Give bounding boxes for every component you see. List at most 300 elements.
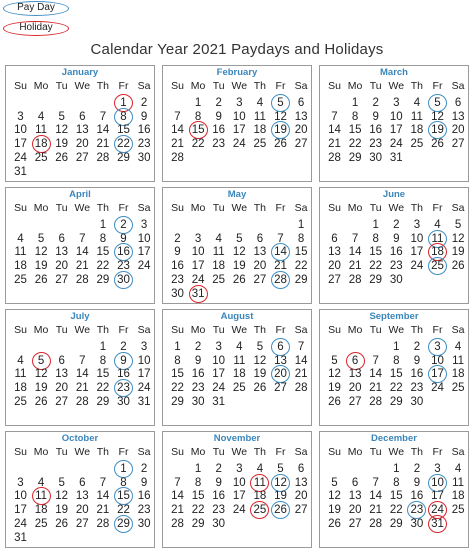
day-number: 12: [451, 232, 465, 245]
weekday-header: Tu: [212, 324, 225, 336]
day-number: 30: [389, 273, 403, 286]
day-number: 14: [369, 368, 383, 381]
day-number: 19: [328, 382, 341, 395]
weekday-header: We: [231, 446, 248, 458]
day-number: 18: [34, 504, 48, 517]
weekday-header: Fr: [432, 202, 443, 214]
day-number: 16: [171, 260, 184, 273]
holiday-day: 11: [31, 489, 52, 503]
day-number: 23: [212, 504, 226, 517]
weekday-header: Th: [410, 202, 424, 214]
weekday-header: Th: [96, 80, 110, 92]
page-title: Calendar Year 2021 Paydays and Holidays: [90, 41, 384, 58]
day-number: 13: [348, 490, 362, 503]
day-number: 9: [372, 110, 379, 123]
day-number: 28: [348, 273, 362, 286]
day-number: 29: [96, 395, 110, 408]
day-number: 21: [294, 368, 308, 381]
payday-day: 26: [270, 503, 291, 517]
day-number: 9: [413, 354, 421, 367]
day-number: 17: [137, 246, 151, 259]
day-number: 11: [35, 124, 48, 137]
day-number: 4: [434, 219, 441, 231]
month-name: July: [70, 311, 90, 322]
day-number: 12: [431, 110, 444, 123]
day-number: 22: [171, 382, 184, 395]
day-number: 20: [348, 382, 362, 395]
day-number: 4: [17, 232, 24, 245]
day-number: 10: [212, 354, 226, 367]
day-number: 28: [75, 273, 89, 286]
month-panel-april: [5, 187, 155, 304]
holiday-day: 15: [188, 123, 209, 137]
day-number: 2: [140, 463, 148, 475]
day-number: 2: [174, 232, 181, 245]
day-number: 4: [17, 354, 24, 367]
day-number: 30: [410, 517, 424, 530]
weekday-header: Th: [96, 324, 110, 336]
month-panel-march: [319, 65, 469, 182]
day-number: 17: [14, 138, 27, 151]
day-number: 9: [413, 476, 421, 489]
day-number: 24: [14, 517, 27, 530]
day-number: 24: [431, 382, 444, 395]
day-number: 23: [212, 138, 226, 151]
weekday-header: Tu: [55, 202, 68, 214]
day-number: 15: [171, 368, 184, 381]
payday-day: 12: [270, 476, 291, 490]
day-number: 18: [232, 368, 246, 381]
day-number: 25: [253, 138, 267, 151]
day-number: 19: [451, 246, 465, 259]
weekday-header: Su: [14, 80, 27, 92]
day-number: 30: [369, 151, 383, 164]
day-number: 4: [215, 232, 222, 245]
month-name: September: [369, 311, 419, 322]
day-number: 10: [232, 110, 246, 123]
day-number: 7: [351, 232, 359, 245]
day-number: 31: [137, 395, 151, 408]
day-number: 3: [393, 97, 400, 109]
day-number: 8: [174, 354, 181, 367]
day-number: 12: [328, 368, 341, 381]
weekday-header: We: [388, 446, 405, 458]
day-number: 10: [431, 354, 444, 367]
day-number: 16: [410, 490, 424, 503]
day-number: 17: [137, 368, 151, 381]
payday-day: 23: [406, 503, 427, 517]
weekday-header: Th: [96, 202, 110, 214]
day-number: 28: [96, 517, 110, 530]
day-number: 5: [58, 476, 65, 489]
day-number: 22: [191, 138, 205, 151]
day-number: 17: [232, 490, 246, 503]
day-number: 5: [37, 232, 45, 245]
weekday-header: Sa: [137, 446, 151, 458]
payday-day: 17: [427, 367, 448, 381]
day-number: 13: [75, 490, 89, 503]
day-number: 22: [96, 260, 110, 273]
day-number: 30: [117, 395, 130, 408]
day-number: 6: [58, 354, 65, 367]
day-number: 29: [389, 517, 403, 530]
day-number: 17: [191, 260, 205, 273]
payday-day: 19: [270, 123, 291, 137]
day-number: 14: [328, 124, 341, 137]
day-number: 28: [369, 517, 383, 530]
holiday-day: 11: [249, 476, 270, 490]
day-number: 20: [55, 260, 69, 273]
day-number: 2: [194, 341, 202, 353]
day-number: 11: [452, 476, 465, 489]
day-number: 1: [174, 341, 181, 353]
day-number: 17: [232, 124, 246, 137]
day-number: 16: [117, 368, 130, 381]
day-number: 11: [410, 110, 423, 123]
day-number: 17: [14, 504, 27, 517]
day-number: 1: [372, 219, 379, 231]
day-number: 26: [55, 517, 69, 530]
day-number: 3: [236, 97, 243, 109]
day-number: 30: [137, 151, 151, 164]
day-number: 16: [212, 490, 226, 503]
weekday-header: We: [231, 324, 248, 336]
weekday-header: Th: [410, 324, 424, 336]
day-number: 12: [232, 246, 246, 259]
day-number: 28: [328, 151, 341, 164]
month-name: April: [69, 189, 91, 200]
day-number: 31: [212, 395, 226, 408]
day-number: 6: [297, 97, 305, 109]
day-number: 28: [75, 395, 89, 408]
day-number: 8: [351, 110, 359, 123]
day-number: 29: [191, 517, 205, 530]
day-number: 22: [191, 504, 205, 517]
day-number: 11: [14, 368, 27, 381]
weekday-header: Th: [96, 446, 110, 458]
day-number: 8: [297, 232, 305, 245]
day-number: 16: [212, 124, 226, 137]
weekday-header: Mo: [347, 202, 363, 214]
day-number: 25: [451, 382, 465, 395]
day-number: 12: [253, 354, 267, 367]
day-number: 16: [191, 368, 205, 381]
day-number: 25: [34, 151, 48, 164]
day-number: 21: [75, 382, 89, 395]
day-number: 15: [389, 368, 403, 381]
day-number: 4: [37, 476, 45, 489]
day-number: 25: [410, 138, 424, 151]
day-number: 7: [99, 476, 107, 489]
day-number: 26: [431, 138, 444, 151]
weekday-header: Mo: [33, 324, 49, 336]
month-panel-may: [162, 187, 312, 304]
weekday-header: Mo: [190, 80, 206, 92]
day-number: 4: [236, 341, 243, 353]
day-number: 27: [294, 138, 308, 151]
month-panel-september: [319, 309, 469, 426]
month-panel-january: [5, 65, 155, 182]
weekday-header: Tu: [55, 80, 68, 92]
day-number: 23: [137, 504, 151, 517]
day-number: 25: [14, 273, 27, 286]
payday-day: 3: [427, 340, 448, 354]
weekday-header: Su: [171, 80, 184, 92]
day-number: 9: [140, 110, 148, 123]
day-number: 15: [96, 368, 110, 381]
weekday-header: Tu: [212, 446, 225, 458]
day-number: 22: [369, 260, 383, 273]
weekday-header: Mo: [33, 202, 49, 214]
day-number: 16: [389, 246, 403, 259]
day-number: 22: [389, 504, 403, 517]
day-number: 28: [369, 395, 383, 408]
day-number: 30: [137, 517, 151, 530]
day-number: 7: [277, 232, 284, 245]
day-number: 24: [410, 260, 424, 273]
day-number: 30: [191, 395, 205, 408]
day-number: 15: [96, 246, 110, 259]
weekday-header: Su: [328, 202, 341, 214]
day-number: 3: [413, 219, 421, 231]
day-number: 13: [294, 110, 308, 123]
weekday-header: We: [74, 324, 91, 336]
weekday-header: Mo: [190, 324, 206, 336]
day-number: 26: [274, 138, 287, 151]
day-number: 1: [194, 463, 202, 475]
day-number: 23: [410, 382, 424, 395]
day-number: 13: [253, 246, 267, 259]
day-number: 25: [14, 395, 27, 408]
day-number: 10: [191, 246, 205, 259]
weekday-header: We: [231, 202, 248, 214]
day-number: 14: [171, 124, 184, 137]
calendar-grid: [5, 65, 469, 548]
day-number: 15: [191, 490, 205, 503]
day-number: 24: [191, 273, 205, 286]
day-number: 10: [137, 354, 151, 367]
day-number: 17: [431, 490, 444, 503]
day-number: 30: [410, 395, 424, 408]
weekday-header: We: [388, 324, 405, 336]
day-number: 22: [348, 138, 362, 151]
day-number: 9: [120, 232, 127, 245]
day-number: 4: [256, 463, 264, 475]
day-number: 1: [194, 97, 202, 109]
day-number: 19: [328, 504, 341, 517]
day-number: 6: [256, 232, 264, 245]
day-number: 15: [294, 246, 308, 259]
day-number: 19: [253, 368, 267, 381]
day-number: 4: [454, 463, 462, 475]
day-number: 14: [75, 368, 89, 381]
day-number: 2: [215, 97, 222, 109]
day-number: 26: [232, 273, 246, 286]
day-number: 26: [328, 517, 341, 530]
day-number: 4: [454, 341, 462, 353]
weekday-header: Fr: [275, 446, 286, 458]
day-number: 29: [369, 273, 383, 286]
day-number: 6: [79, 110, 86, 123]
weekday-header: Th: [253, 446, 267, 458]
day-number: 14: [294, 354, 308, 367]
month-panel-november: [162, 431, 312, 548]
day-number: 20: [328, 260, 341, 273]
day-number: 19: [55, 138, 69, 151]
weekday-header: Sa: [451, 324, 465, 336]
weekday-header: Fr: [432, 80, 443, 92]
day-number: 15: [369, 246, 383, 259]
day-number: 9: [393, 232, 400, 245]
day-number: 21: [96, 138, 110, 151]
day-number: 27: [55, 395, 69, 408]
day-number: 13: [55, 246, 69, 259]
day-number: 17: [389, 124, 403, 137]
weekday-header: Th: [410, 446, 424, 458]
day-number: 16: [137, 490, 151, 503]
weekday-header: Tu: [55, 446, 68, 458]
weekday-header: Sa: [137, 324, 151, 336]
day-number: 29: [96, 273, 110, 286]
day-number: 23: [369, 138, 383, 151]
day-number: 15: [389, 490, 403, 503]
day-number: 21: [171, 138, 184, 151]
weekday-header: We: [74, 80, 91, 92]
day-number: 13: [75, 124, 89, 137]
day-number: 18: [212, 260, 226, 273]
day-number: 27: [451, 138, 465, 151]
day-number: 17: [410, 246, 424, 259]
payday-day: 19: [427, 123, 448, 137]
month-name: February: [216, 67, 258, 78]
day-number: 20: [75, 504, 89, 517]
payday-day: 2: [113, 218, 134, 232]
day-number: 2: [413, 463, 421, 475]
day-number: 23: [137, 138, 151, 151]
day-number: 23: [117, 260, 130, 273]
weekday-header: Tu: [212, 80, 225, 92]
day-number: 6: [454, 97, 462, 109]
month-panel-february: [162, 65, 312, 182]
payday-day: 22: [113, 137, 134, 151]
weekday-header: Mo: [347, 446, 363, 458]
day-number: 3: [140, 341, 148, 353]
day-number: 5: [277, 463, 284, 475]
weekday-header: Fr: [275, 202, 286, 214]
weekday-header: We: [388, 80, 405, 92]
weekday-header: Su: [328, 446, 341, 458]
day-number: 5: [256, 341, 264, 353]
day-number: 27: [274, 382, 287, 395]
day-number: 7: [174, 476, 181, 489]
day-number: 12: [55, 124, 69, 137]
weekday-header: We: [74, 202, 91, 214]
weekday-header: We: [231, 80, 248, 92]
day-number: 18: [410, 124, 424, 137]
day-number: 7: [79, 232, 86, 245]
weekday-header: Sa: [451, 80, 465, 92]
day-number: 12: [55, 490, 69, 503]
day-number: 31: [389, 151, 403, 164]
weekday-header: Th: [253, 324, 267, 336]
day-number: 7: [372, 354, 379, 367]
weekday-header: Su: [14, 324, 27, 336]
payday-day: 6: [270, 340, 291, 354]
month-panel-august: [162, 309, 312, 426]
day-number: 23: [191, 382, 205, 395]
day-number: 5: [236, 232, 243, 245]
day-number: 14: [171, 490, 184, 503]
day-number: 27: [328, 273, 341, 286]
day-number: 29: [117, 151, 130, 164]
holiday-day: 18: [31, 137, 52, 151]
day-number: 10: [137, 232, 151, 245]
day-number: 25: [212, 273, 226, 286]
weekday-header: Sa: [294, 80, 308, 92]
day-number: 27: [348, 395, 362, 408]
weekday-header: Sa: [137, 202, 151, 214]
day-number: 25: [34, 517, 48, 530]
day-number: 18: [253, 124, 267, 137]
day-number: 13: [294, 476, 308, 489]
day-number: 19: [34, 382, 48, 395]
day-number: 7: [297, 341, 305, 353]
day-number: 28: [171, 517, 184, 530]
weekday-header: Tu: [369, 202, 382, 214]
payday-day: 5: [427, 96, 448, 110]
day-number: 7: [331, 110, 338, 123]
day-number: 21: [369, 382, 383, 395]
day-number: 12: [34, 368, 48, 381]
day-number: 27: [253, 273, 267, 286]
day-number: 21: [328, 138, 341, 151]
day-number: 13: [328, 246, 341, 259]
day-number: 20: [348, 504, 362, 517]
day-number: 30: [171, 287, 184, 300]
day-number: 13: [451, 110, 465, 123]
day-number: 8: [393, 476, 400, 489]
legend-payday: Pay Day: [3, 1, 69, 16]
day-number: 10: [232, 476, 246, 489]
day-number: 20: [253, 260, 267, 273]
holiday-day: 25: [249, 503, 270, 517]
day-number: 2: [393, 219, 400, 231]
weekday-header: Su: [171, 324, 184, 336]
day-number: 11: [212, 246, 225, 259]
weekday-header: We: [74, 446, 91, 458]
day-number: 18: [451, 490, 465, 503]
weekday-header: Fr: [118, 202, 129, 214]
weekday-header: Su: [171, 446, 184, 458]
day-number: 6: [297, 463, 305, 475]
day-number: 21: [274, 260, 287, 273]
weekday-header: Mo: [190, 202, 206, 214]
day-number: 2: [120, 341, 127, 353]
day-number: 2: [140, 97, 148, 109]
weekday-header: Fr: [432, 446, 443, 458]
day-number: 21: [171, 504, 184, 517]
day-number: 2: [372, 97, 379, 109]
payday-day: 30: [113, 273, 134, 287]
payday-day: 23: [113, 381, 134, 395]
month-name: November: [213, 433, 261, 444]
day-number: 8: [99, 354, 107, 367]
payday-day: 9: [113, 354, 134, 368]
day-number: 12: [34, 246, 48, 259]
day-number: 25: [451, 504, 465, 517]
day-number: 12: [274, 110, 287, 123]
weekday-header: Th: [253, 202, 267, 214]
